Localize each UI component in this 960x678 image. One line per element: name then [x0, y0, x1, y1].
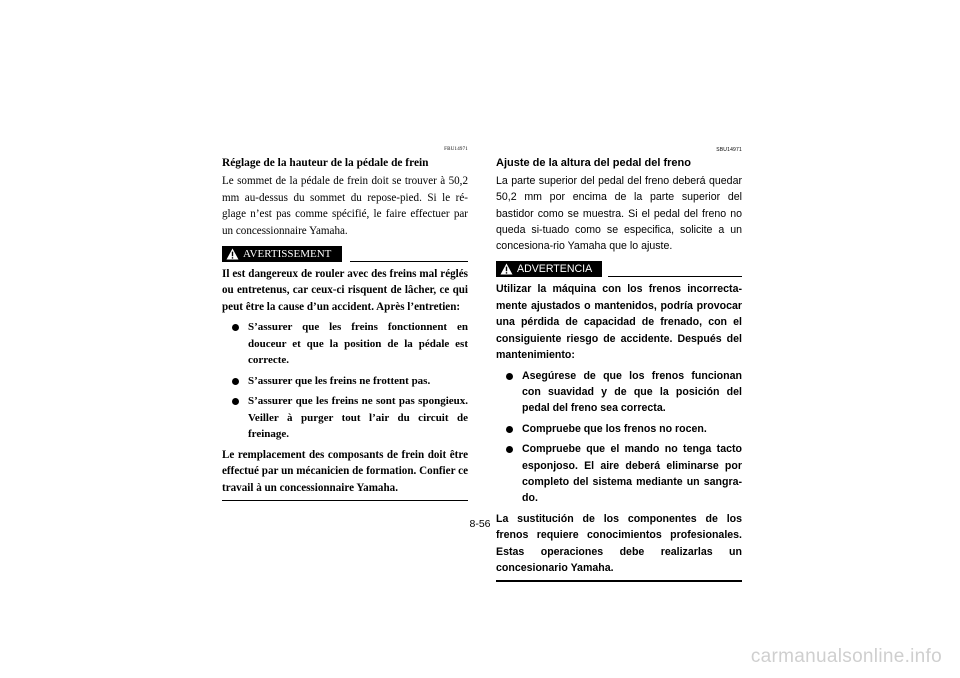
section-code: FBU14971 — [444, 147, 468, 152]
list-item: S’assurer que les freins ne sont pas spongieux. Veiller à purger tout l’air du circuit de freinage. — [222, 393, 468, 443]
warning-triangle-icon — [500, 263, 513, 275]
warning-rule — [608, 276, 742, 278]
bullet-dot-icon — [506, 446, 513, 453]
warning-badge — [496, 261, 602, 277]
section-heading: Ajuste de la altura del pedal del freno — [496, 157, 691, 169]
warning-body — [222, 266, 468, 496]
bullet-dot-icon — [506, 426, 513, 433]
warning-badge — [222, 246, 342, 262]
list-item: S’assurer que les freins fonctionnent en douceur et que la position de la pédale est correcte. — [222, 319, 468, 369]
list-item: Compruebe que el mando no tenga tacto esponjoso. El aire deberá eliminarse por completo del sistema mediante un sangra-do. — [496, 441, 742, 507]
warning-end-rule — [222, 500, 468, 502]
list-item: S’assurer que les freins ne frottent pas. — [222, 373, 468, 390]
warning-end-rule — [496, 580, 742, 582]
watermark: carmanualsonline.info — [750, 646, 942, 667]
warning-header — [222, 246, 468, 262]
intro-paragraph: La parte superior del pedal del freno deberá quedar 50,2 mm por encima de la parte superior del bastidor como se muestra. Si el pedal del freno no queda si-tuado como se especifica, solicite a un concesiona-rio Yamaha que lo ajuste. — [496, 175, 742, 253]
closing-paragraph: Le remplacement des composants de frein doit être effectué par un mécanicien de formation. Confier ce travail à un concessionnaire Yamaha. — [222, 448, 468, 494]
section-code: SBU14971 — [716, 147, 742, 153]
warning-text: Utilizar la máquina con los frenos incorrecta-mente ajustados o mantenidos, podría provocar una pérdida de capacidad de frenado, con el consiguiente riesgo de accidente. Después del mantenimiento: — [496, 283, 742, 362]
warning-text: Il est dangereux de rouler avec des freins mal réglés ou entretenus, car ceux-ci risquent de lâcher, ce qui peut être la cause d’un accident. Après l’entretien: — [222, 268, 468, 313]
closing-paragraph: La sustitución de los componentes de los frenos requiere conocimientos profesionales. Estas operaciones debe realizarlas un concesionario Yamaha. — [496, 512, 742, 574]
warning-label: AVERTISSEMENT — [243, 248, 332, 260]
french-column — [222, 146, 468, 501]
page-number: 8-56 — [469, 518, 491, 530]
list-item: Compruebe que los frenos no rocen. — [496, 421, 742, 437]
bullet-list — [496, 368, 742, 507]
warning-rule — [350, 261, 468, 263]
list-item: Asegúrese de que los frenos funcionan con suavidad y de que la posición del pedal del freno sea correcta. — [496, 368, 742, 417]
bullet-list — [222, 319, 468, 443]
warning-label: ADVERTENCIA — [517, 263, 593, 276]
bullet-dot-icon — [232, 324, 239, 331]
bullet-dot-icon — [232, 398, 239, 405]
warning-header — [496, 261, 742, 277]
bullet-dot-icon — [232, 378, 239, 385]
intro-paragraph: Le sommet de la pédale de frein doit se trouver à 50,2 mm au-dessus du sommet du repose-pied. Si le ré-glage n’est pas comme spécifié, le faire effectuer par un concessionnaire Yamaha. — [222, 175, 468, 237]
warning-body — [496, 281, 742, 576]
warning-triangle-icon — [226, 248, 239, 260]
section-heading: Réglage de la hauteur de la pédale de frein — [222, 157, 429, 169]
spanish-column — [496, 146, 742, 582]
bullet-dot-icon — [506, 373, 513, 380]
